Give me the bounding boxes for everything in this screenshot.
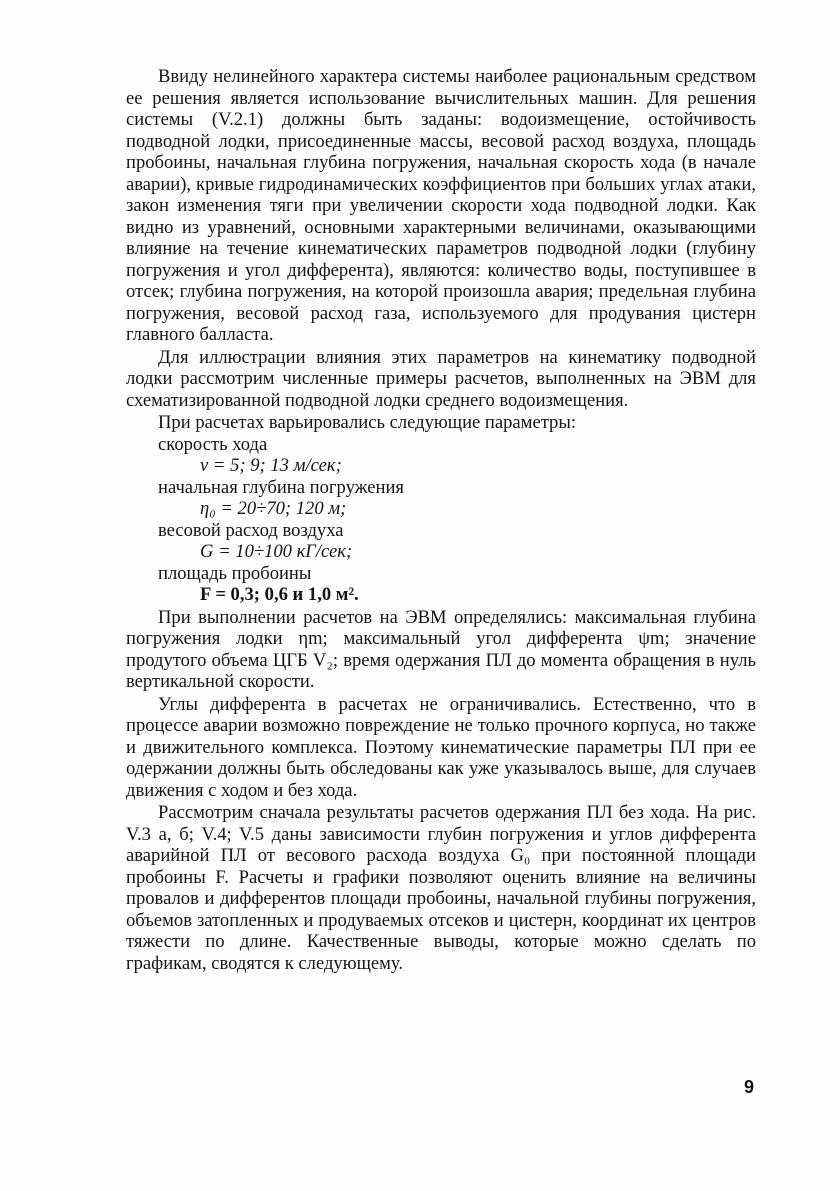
paragraph-trim-angles: Углы дифферента в расчетах не ограничивались. Естественно, что в процессе аварии возможно повреждение не только прочного корпуса, но также и движительного комплекса. Поэтому кинематические параметры ПЛ при ее одержании должны быть обследованы как уже указывалось выше, для случаев движения с ходом и без хода. [126, 693, 756, 801]
parameter-label-breach-area: площадь пробоины [158, 562, 312, 584]
parameter-label-air-flow: весовой расход воздуха [158, 519, 344, 541]
page-number: 9 [744, 1077, 755, 1097]
paragraph-results: Рассмотрим сначала результаты расчетов одержания ПЛ без хода. На рис. V.3 а, б; V.4; V.5 даны зависимости глубин погружения и углов дифферента аварийной ПЛ от весового расхода воздуха G₀ при постоянной площади пробоины F. Расчеты и графики позволяют оценить влияние на величины провалов и дифферентов площади пробоины, начальной глубины погружения, объемов затопленных и продуваемых отсеков и цистерн, координат их центров тяжести по длине. Качественные выводы, которые можно сделать по графикам, сводятся к следующему. [126, 802, 756, 974]
body-text [126, 66, 756, 974]
paragraph-parameters-intro: При расчетах варьировались следующие параметры: [158, 412, 577, 433]
parameter-value-air-flow: G = 10÷100 кГ/сек; [200, 541, 353, 562]
parameter-value-speed: v = 5; 9; 13 м/сек; [200, 455, 342, 476]
paragraph-intro: Ввиду нелинейного характера системы наиболее рациональным средством ее решения является использование вычислительных машин. Для решения системы (V.2.1) должны быть заданы: водоизмещение, остойчивость подводной лодки, присоединенные массы, весовой расход воздуха, площадь пробоины, начальная глубина погружения, начальная скорость хода (в начале аварии), кривые гидродинамических коэффициентов при больших углах атаки, закон изменения тяги при увеличении скорости хода подводной лодки. Как видно из уравнений, основными характерными величинами, оказывающими влияние на течение кинематических параметров подводной лодки (глубину погружения и угол дифферента), являются: количество воды, поступившее в отсек; глубина погружения, на которой произошла авария; предельная глубина погружения, весовой расход газа, используемого для продувания цистерн главного балласта. [126, 66, 756, 345]
paragraph-illustration: Для иллюстрации влияния этих параметров на кинематику подводной лодки рассмотрим численные примеры расчетов, выполненных на ЭВМ для схематизированной подводной лодки среднего водоизмещения. [126, 346, 756, 411]
parameter-list [126, 434, 756, 606]
parameter-label-speed: скорость хода [158, 433, 268, 455]
parameter-value-breach-area: F = 0,3; 0,6 и 1,0 м². [200, 584, 359, 605]
paragraph-computed-values: При выполнении расчетов на ЭВМ определялись: максимальная глубина погружения лодки ηm; максимальный угол дифферента ψm; значение продутого объема ЦГБ V₂; время одержания ПЛ до момента обращения в нуль вертикальной скорости. [126, 606, 756, 692]
parameter-label-depth: начальная глубина погружения [158, 476, 404, 498]
parameter-value-depth: η₀ = 20÷70; 120 м; [200, 498, 347, 519]
